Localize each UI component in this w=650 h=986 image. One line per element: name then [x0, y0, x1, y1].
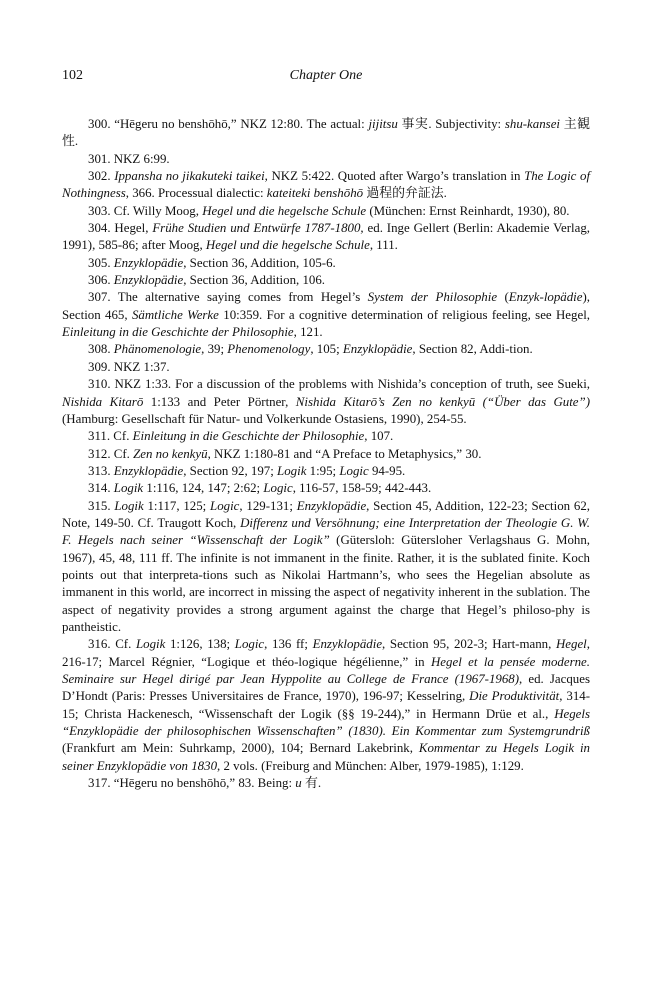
endnote-text: 307. The alternative saying comes from Hegel’s [88, 290, 368, 305]
endnote-text: , Section 36, Addition, 106. [183, 273, 326, 288]
endnote-text: 310. NKZ 1:33. For a discussion of the problems with Nishida’s conception of truth, see Sueki, [88, 377, 590, 392]
endnote-italic-text: Logik [277, 463, 307, 478]
endnote-italic-text: Enzyk-lopädie [508, 290, 583, 305]
endnote-text: 1:116, 124, 147; 2:62; [143, 481, 264, 496]
endnote-italic-text: shu-kansei [504, 117, 560, 131]
endnote-text: , Section 45, Addition, 122-23; Section 62, Note, 149-50. Cf. Traugott Koch, [62, 498, 590, 530]
endnote-italic-text: Enzyklopädie [296, 498, 367, 513]
endnote-text: ed. Inge Gellert (Berlin: Akademie Verlag, 1991), 585-86; after Moog, [62, 221, 590, 253]
endnote [62, 272, 590, 289]
endnote-italic-text: Frühe Studien und Entwürfe 1787-1800, [152, 221, 364, 236]
endnote-italic-text: Die Produktivität [469, 689, 560, 704]
endnote-text: , 216-17; Marcel Régnier, “Logique et théo-logique hégélienne,” in [62, 637, 590, 669]
endnote [62, 636, 590, 775]
endnote-text: , Section 92, 197; [183, 463, 278, 478]
endnote-text: , 121. [293, 325, 323, 340]
endnote-italic-text: Logic [339, 463, 369, 478]
endnote-text: , 105; [310, 342, 343, 357]
endnote-text: 309. NKZ 1:37. [88, 359, 170, 374]
endnote [62, 463, 590, 480]
endnote-text: 301. NKZ 6:99. [88, 151, 170, 166]
endnote-italic-text: Enzyklopädie [342, 342, 413, 357]
endnote-text: , 2 vols. (Freiburg and München: Alber, 1979-1985), 1:129. [217, 758, 524, 773]
endnote-text: 1:133 and Peter Pörtner, [143, 394, 296, 409]
endnote-text: 事実. Subjectivity: [397, 117, 505, 131]
endnote [62, 151, 590, 168]
endnote-text: , 116-57, 158-59; 442-443. [292, 481, 432, 496]
endnote-text: 主観性. [62, 117, 590, 149]
endnote [62, 446, 590, 463]
endnote-text: 1:126, 138; [165, 637, 235, 652]
endnote-text: 10:359. For a cognitive determination of religious feeling, see Hegel, [218, 307, 591, 322]
endnotes-list [62, 116, 590, 792]
endnote [62, 498, 590, 637]
endnote-italic-text: Hegel und die hegelsche Schule [205, 238, 370, 253]
endnote-italic-text: Logic [234, 637, 265, 652]
endnote-italic-text: Hegel et la pensée moderne. Seminaire sur Hegel dirigé par Jean Hyppolite au College de France (1967-1968) [62, 654, 590, 686]
endnote-text: (Gütersloh: Gütersloher Verlagshaus G. Mohn, 1967), 45, 48, 111 ff. The infinite is not immanent in the finite. Rather, it is the sublated finite. Koch points out that interpreta-tions such as Nikolai Hartmann’s, who sees the Hegelian absolute as immanent in this world, are incorrect in missing the aspect of negativity inherent in the sublation. The aspect of negativity provides a strong argument against the charge that Hegel’s philoso-phy is pantheistic. [62, 533, 591, 634]
endnote-italic-text: Logik [114, 498, 144, 513]
endnote-italic-text: The Logic of Nothingness [62, 169, 591, 201]
endnote-text: , 111. [369, 238, 398, 253]
endnote [62, 775, 590, 792]
endnote-italic-text: Nishida Kitarō [62, 394, 144, 409]
endnote-italic-text: Logik [113, 481, 144, 496]
endnote-text: 1:95; [306, 463, 340, 478]
endnote-text: 308. [88, 342, 114, 357]
endnote-text: 有. [301, 776, 322, 791]
endnote-italic-text: Differenz und Versöhnung; eine Interpretation der Theologie G. W. F. Hegels nach seiner “Wissenschaft der Logik” [62, 515, 591, 548]
endnote-italic-text: Logik [135, 637, 166, 652]
endnote-italic-text: Enzyklopädie [113, 273, 184, 288]
endnote-italic-text: Hegels “Enzyklopädie der philosophischen Wissenschaften” (1830). Ein Kommentar zum Systemgrundriß [62, 706, 590, 739]
endnote [62, 255, 590, 272]
endnote-text: , 39; [201, 342, 228, 357]
endnote-text: 300. “Hēgeru no benshōhō,” NKZ 12:80. The actual: [88, 117, 369, 131]
endnote-italic-text: Phänomenologie [113, 342, 202, 357]
endnote-text: , NKZ 1:180-81 and “A Preface to Metaphysics,” 30. [207, 446, 482, 461]
endnote-text: 312. Cf. [88, 446, 134, 461]
endnote-text: , 366. Processual dialectic: [125, 186, 267, 201]
endnote-italic-text: Logic [263, 481, 293, 496]
endnote-text: 306. [88, 273, 114, 288]
endnote-text: , Section 82, Addi-tion. [412, 342, 533, 357]
endnote [62, 480, 590, 497]
endnote-italic-text: Hegel [555, 637, 587, 652]
endnote-text: 1:117, 125; [143, 498, 211, 513]
endnote [62, 376, 590, 428]
endnote-text: 94-95. [368, 463, 406, 478]
endnote-text: 305. [88, 255, 114, 270]
endnote-italic-text: Logic [210, 498, 240, 513]
endnote-italic-text: Einleitung in die Geschichte der Philosophie [62, 325, 294, 340]
endnote-text: , 107. [364, 429, 394, 444]
endnote-text: , 129-131; [239, 498, 297, 513]
endnote-text: , Section 36, Addition, 105-6. [183, 255, 336, 270]
endnote [62, 289, 590, 341]
endnote-italic-text: Zen no kenkyū [133, 446, 208, 461]
endnote-text: 304. Hegel, [88, 221, 153, 236]
endnote-text: ( [497, 290, 509, 305]
endnote-text: (Hamburg: Gesellschaft für Natur- und Volkerkunde Ostasiens, 1990), 254-55. [62, 411, 467, 426]
endnote-text: , 314-15; Christa Hackenesch, “Wissenschaft der Logik (§§ 19-244),” in Hermann Drüe et al., [62, 689, 590, 721]
endnote-italic-text: Phenomenology [227, 342, 311, 357]
endnote-text: 311. Cf. [88, 429, 133, 444]
endnote-italic-text: Nishida Kitarō’s Zen no kenkyū (“Über das Gute”) [295, 394, 590, 409]
endnote-text: , 136 ff; [264, 637, 313, 652]
endnote-italic-text: jijitsu [368, 117, 398, 131]
endnote [62, 168, 590, 203]
endnote-italic-text: Kommentar zu Hegels Logik in seiner Enzyklopädie von 1830 [62, 741, 590, 773]
endnote [62, 203, 590, 220]
endnote-italic-text: Enzyklopädie [113, 463, 184, 478]
endnote-text: , Section 95, 202-3; Hart-mann, [382, 637, 556, 652]
endnote-text: 316. Cf. [88, 637, 136, 652]
endnote-text: , ed. Jacques D’Hondt (Paris: Presses Universitaires de France, 1970), 196-97; Kesselring, [62, 672, 590, 704]
endnote-text: 303. Cf. Willy Moog, [88, 203, 203, 218]
endnote-text: 317. “Hēgeru no benshōhō,” 83. Being: [88, 776, 296, 791]
endnote-text: 313. [88, 463, 114, 478]
endnote-italic-text: Enzyklopädie [312, 637, 383, 652]
endnote [62, 341, 590, 358]
endnote-italic-text: Sämtliche Werke [131, 307, 219, 322]
endnote-italic-text: Enzyklopädie [113, 255, 184, 270]
endnote-text: NKZ 5:422. Quoted after Wargo’s translation in [267, 169, 525, 184]
endnote-text: (München: Ernst Reinhardt, 1930), 80. [366, 203, 570, 218]
endnote [62, 359, 590, 376]
endnote [62, 116, 590, 151]
page-header [62, 68, 590, 88]
endnote [62, 428, 590, 445]
endnote-text: 315. [88, 498, 115, 513]
endnote-text: 302. [88, 169, 115, 184]
endnote-text: ), Section 465, [62, 290, 591, 322]
endnote-text: 過程的弁証法. [363, 186, 447, 201]
endnote-italic-text: Ippansha no jikakuteki taikei, [114, 169, 268, 184]
running-title: Chapter One [289, 68, 363, 83]
endnote-text: 314. [88, 481, 114, 496]
endnote-italic-text: System der Philosophie [367, 290, 498, 305]
endnote-italic-text: kateiteki benshōhō [266, 186, 364, 201]
endnote-italic-text: u [295, 776, 302, 791]
endnote-italic-text: Hegel und die hegelsche Schule [202, 203, 367, 218]
endnote [62, 220, 590, 255]
page-number: 102 [62, 68, 83, 83]
endnote-italic-text: Einleitung in die Geschichte der Philosophie [132, 429, 365, 444]
endnote-text: (Frankfurt am Mein: Suhrkamp, 2000), 104; Bernard Lakebrink, [62, 741, 419, 756]
